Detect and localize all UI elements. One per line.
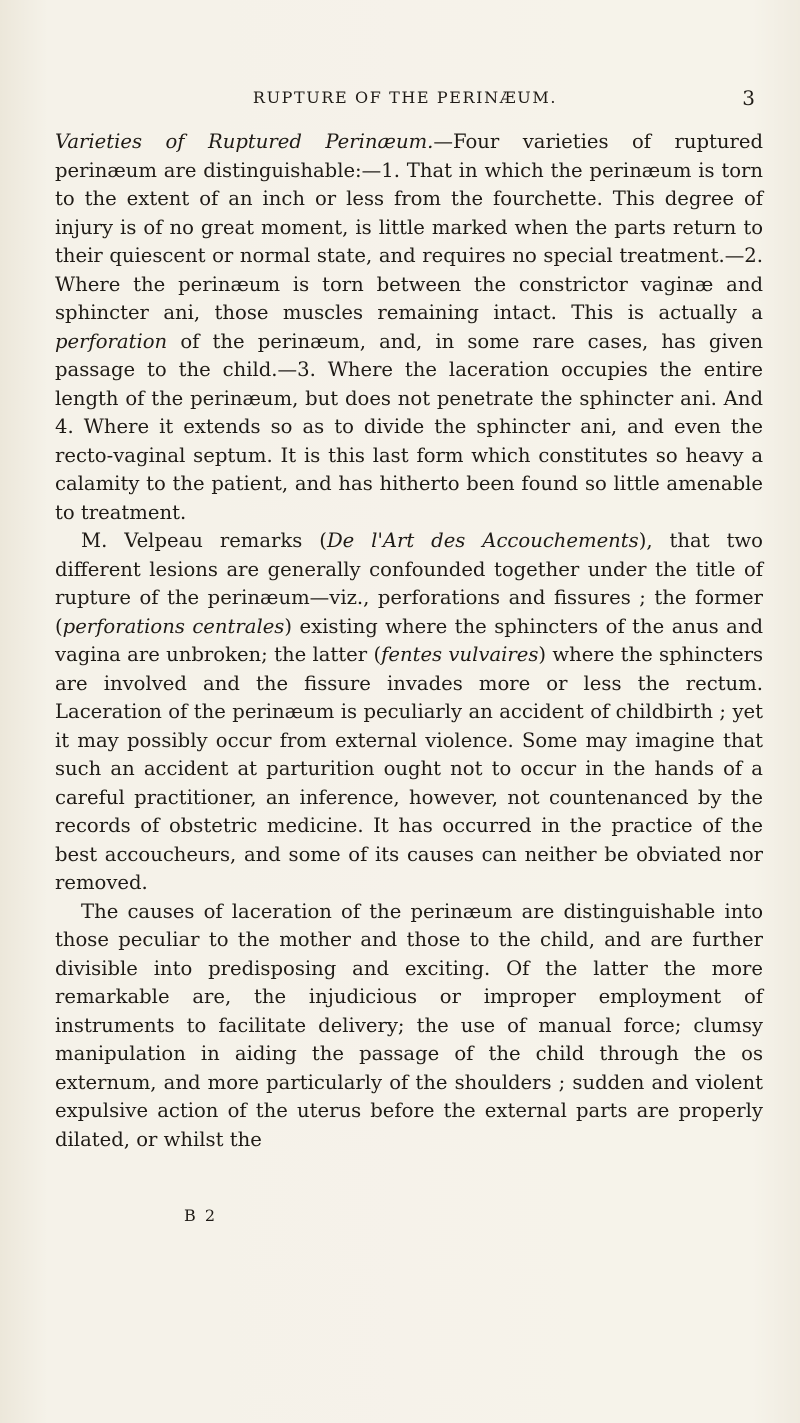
signature-mark: B 2 [184,1206,218,1225]
paragraph-velpeau [55,527,763,898]
page-header [55,86,755,116]
text-run: ), that two different lesions are generally confounded together under the title of rupture of the perinæum—viz., perforations and fissures ; the former ( [55,529,763,638]
emphasis-term: perforations centrales [62,614,285,638]
body-text [55,128,763,1154]
text-run: The causes of laceration of the perinæum are distinguishable into those peculiar to the mother and those to the child, and are further divisible into predisposing and exciting. Of the latter the more remarkable are, the injudicious or improper employment of instruments to facilitate delivery; the use of manual force; clumsy manipulation in aiding the passage of the child through the os externum, and more particularly of the shoulders ; sudden and violent expulsive action of the uterus before the external parts are properly dilated, or whilst the [55,899,763,1151]
text-run: ) existing where the sphincters of the anus and vagina are unbroken; the latter ( [55,614,764,666]
emphasis-term: fentes vulvaires [381,643,539,666]
page-number: 3 [742,86,755,110]
running-head: RUPTURE OF THE PERINÆUM. [252,88,558,107]
text-run: ) where the sphincters are involved and the fissure invades more or less the rectum. Laceration of the perinæum is peculiarly an accident of childbirth ; yet it may possibly occur from external violence. Some may imagine that such an accident at parturition ought not to occur in the hands of a careful practitioner, an inference, however, not countenanced by the records of obstetric medicine. It has occurred in the practice of the best accoucheurs, and some of its causes can neither be obviated nor removed. [55,643,763,894]
section-heading: Varieties of Ruptured Perinæum. [55,130,434,153]
emphasis-perforation: perforation [55,329,168,353]
text-run: of the perinæum, and, in some rare cases, has given passage to the child.—3. Where the laceration occupies the entire length of the perinæum, but does not penetrate the sphincter ani. And 4. Where it extends so as to divide the sphincter ani, and even the recto-vaginal septum. It is this last form which constitutes so heavy a calamity to the patient, and has hitherto been found so little amenable to treatment. [55,329,763,524]
book-title: De l'Art des Accouchements [326,529,639,552]
text-run: M. Velpeau remarks ( [81,529,327,552]
paragraph-varieties [55,128,763,527]
paragraph-causes [55,898,763,1155]
text-run: —Four varieties of ruptured perinæum are distinguishable:—1. That in which the perinæum is torn to the extent of an inch or less from the fourchette. This degree of injury is of no great moment, is little marked when the parts return to their quiescent or normal state, and requires no special treatment.—2. Where the perinæum is torn between the constrictor vaginæ and sphincter ani, those muscles remaining intact. This is actually a [55,130,763,324]
